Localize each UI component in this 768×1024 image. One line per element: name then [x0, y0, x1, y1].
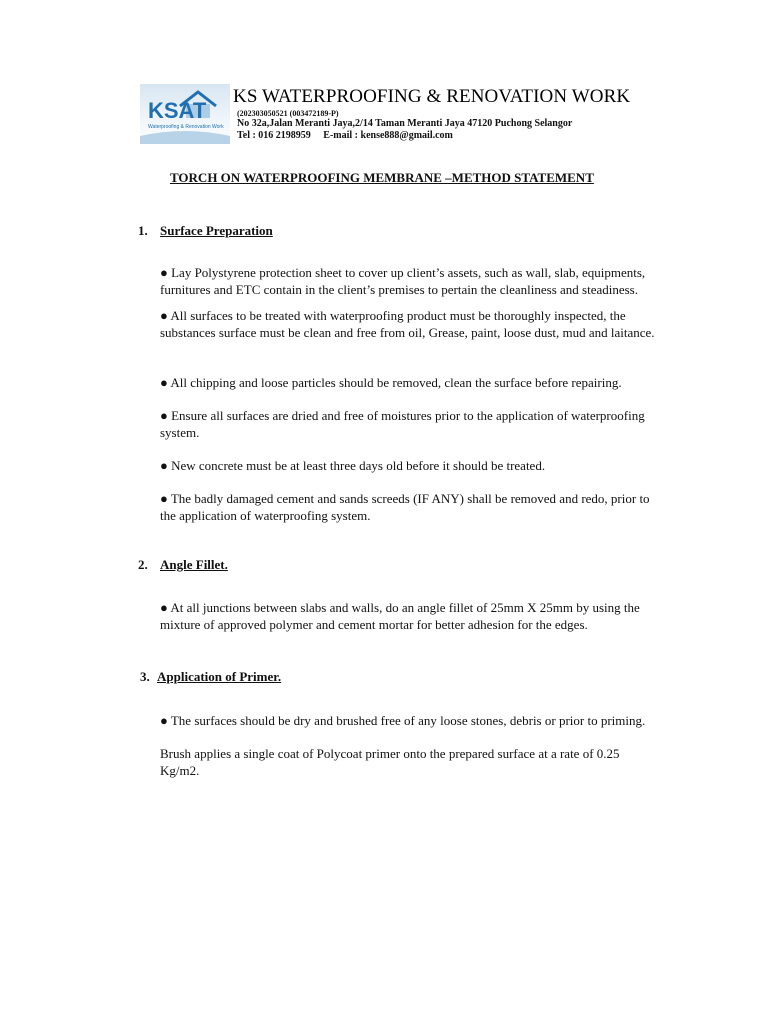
paragraph: ● At all junctions between slabs and walls, do an angle fillet of 25mm X 25mm by using the mixture of approved polymer and cement mortar for better adhesion for the edges.: [160, 600, 640, 632]
paragraph: ● Ensure all surfaces are dried and free of moistures prior to the application of waterproofing system.: [160, 408, 645, 440]
section-title: Application of Primer.: [157, 669, 282, 684]
company-contact: Tel : 016 2198959 E-mail : kense888@gmail.com: [237, 130, 453, 141]
section-title: Angle Fillet.: [160, 557, 228, 572]
section-heading-angle-fillet: [138, 557, 228, 573]
logo-text: KSAT: [148, 98, 207, 123]
section-heading-surface-preparation: [138, 223, 273, 239]
paragraph: ● Lay Polystyrene protection sheet to cover up client’s assets, such as wall, slab, equipments, furnitures and ETC contain in the client’s premises to pertain the cleanliness and steadiness.: [160, 265, 646, 297]
logo-graphic: [140, 84, 230, 144]
company-name: KS WATERPROOFING & RENOVATION WORK: [233, 86, 631, 107]
section-number: 2.: [138, 557, 148, 572]
logo-tagline: Waterproofing & Renovation Work: [148, 124, 224, 130]
document-title: TORCH ON WATERPROOFING MEMBRANE –METHOD STATEMENT: [170, 170, 594, 185]
paragraph: ● The badly damaged cement and sands screeds (IF ANY) shall be removed and redo, prior to the application of waterproofing system.: [160, 491, 650, 523]
paragraph: ● The surfaces should be dry and brushed free of any loose stones, debris or prior to priming.: [160, 713, 646, 728]
paragraph: ● All surfaces to be treated with waterproofing product must be thoroughly inspected, the substances surface must be clean and free from oil, Grease, paint, loose dust, mud and laitance.: [160, 308, 655, 340]
company-address: No 32a,Jalan Meranti Jaya,2/14 Taman Meranti Jaya 47120 Puchong Selangor: [237, 118, 573, 129]
paragraph: ● New concrete must be at least three days old before it should be treated.: [160, 458, 546, 473]
paragraph: Brush applies a single coat of Polycoat primer onto the prepared surface at a rate of 0.25 Kg/m2.: [160, 746, 620, 778]
section-number: 3.: [140, 669, 150, 684]
section-title: Surface Preparation: [160, 223, 273, 238]
registration-number: (202303050521 (003472189-P): [237, 109, 339, 118]
company-logo: [140, 84, 230, 144]
paragraph: ● All chipping and loose particles should be removed, clean the surface before repairing.: [160, 375, 622, 390]
section-number: 1.: [138, 223, 148, 238]
section-heading-application-of-primer: [140, 669, 281, 685]
